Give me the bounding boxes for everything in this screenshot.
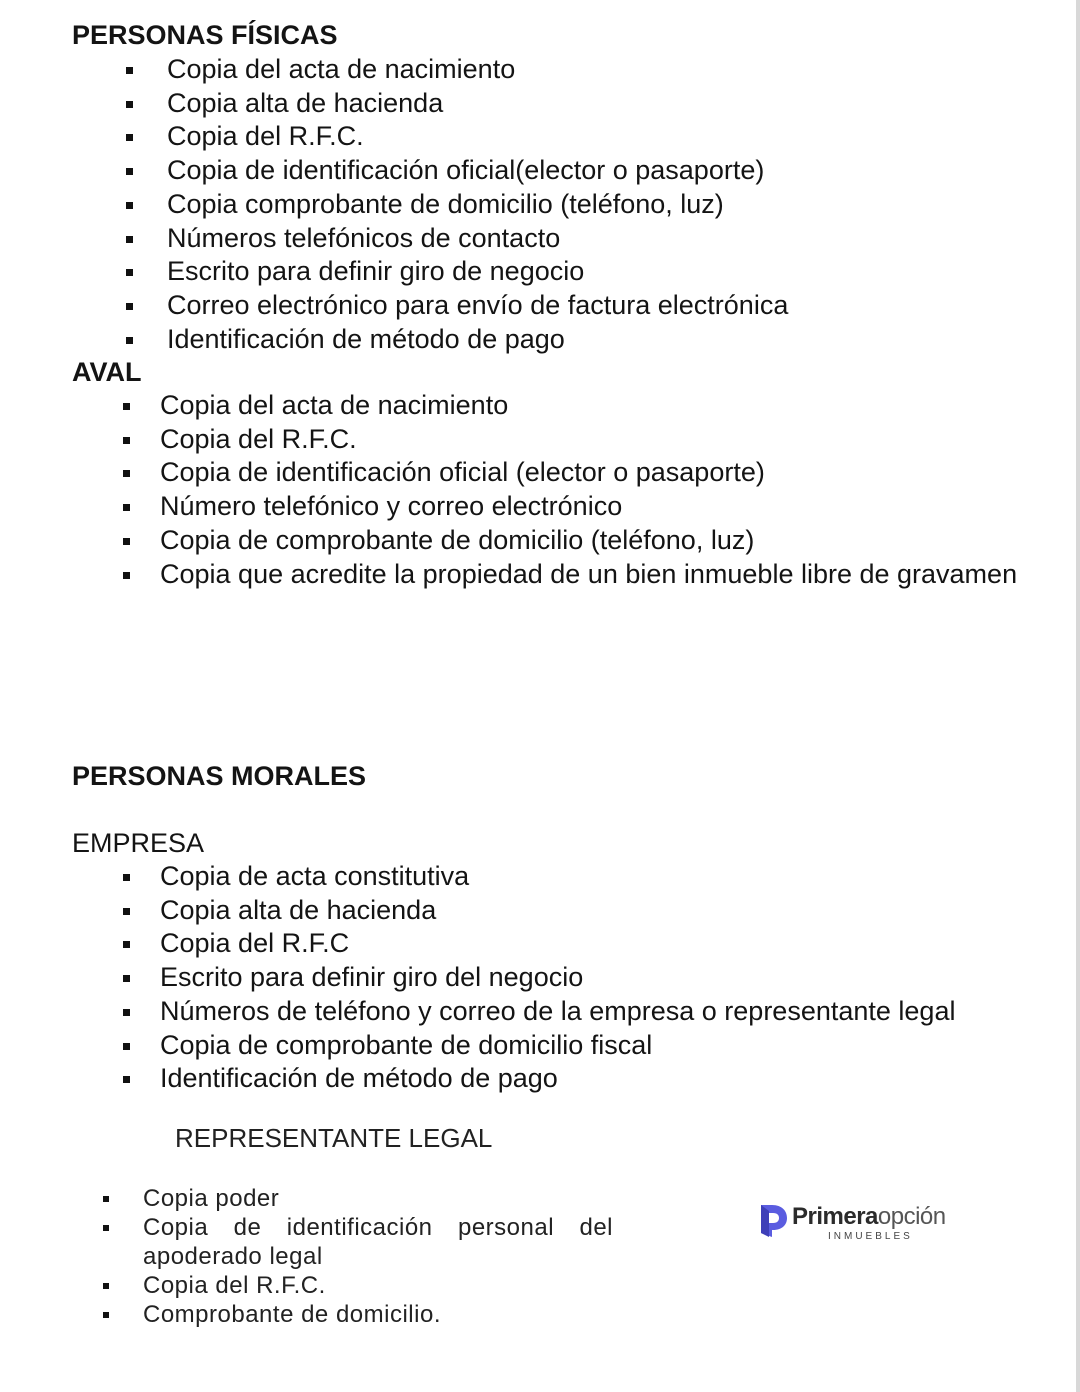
list-item: Copia del acta de nacimiento: [167, 53, 788, 87]
list-item: Números telefónicos de contacto: [167, 222, 788, 256]
logo-brand: [792, 1203, 946, 1231]
list-item: Copia poder: [143, 1184, 613, 1213]
list-item: Copia del R.F.C: [160, 927, 955, 961]
list-item: Copia alta de hacienda: [160, 894, 955, 928]
heading-empresa: EMPRESA: [72, 828, 205, 858]
list-aval: [160, 389, 1017, 591]
list-item: Copia del R.F.C.: [167, 120, 788, 154]
logo-brand-bold: Primera: [792, 1203, 878, 1230]
logo-tagline: INMUEBLES: [828, 1231, 913, 1242]
list-item: Copia de acta constitutiva: [160, 860, 955, 894]
list-item: Copia de identificación personal del: [143, 1214, 613, 1241]
list-item-continuation-text: apoderado legal: [143, 1243, 323, 1270]
list-item: Copia alta de hacienda: [167, 87, 788, 121]
list-item: Copia del R.F.C.: [160, 423, 1017, 457]
list-item: Identificación de método de pago: [160, 1062, 955, 1096]
logo-brand-light: opción: [877, 1203, 946, 1230]
heading-representante-legal: REPRESENTANTE LEGAL: [175, 1123, 493, 1153]
logo-p-icon: [758, 1203, 788, 1239]
list-item: Copia de identificación oficial(elector o pasaporte): [167, 154, 788, 188]
list-item: Números de teléfono y correo de la empresa o representante legal: [160, 995, 955, 1029]
list-item: Copia comprobante de domicilio (teléfono, luz): [167, 188, 788, 222]
heading-aval: AVAL: [72, 357, 142, 387]
list-personas-fisicas: [167, 53, 788, 356]
list-item: Identificación de método de pago: [167, 323, 788, 357]
list-item: Número telefónico y correo electrónico: [160, 490, 1017, 524]
page-edge: [1076, 0, 1080, 1392]
list-item: Copia del acta de nacimiento: [160, 389, 1017, 423]
heading-personas-fisicas: PERSONAS FÍSICAS: [72, 20, 338, 50]
list-item: Copia que acredite la propiedad de un bien inmueble libre de gravamen: [160, 558, 1017, 592]
list-item: Copia de comprobante de domicilio (teléfono, luz): [160, 524, 1017, 558]
list-item: Escrito para definir giro del negocio: [160, 961, 955, 995]
list-item: Comprobante de domicilio.: [143, 1300, 613, 1329]
primera-opcion-logo: [758, 1203, 946, 1243]
list-item-continuation: [143, 1242, 613, 1271]
list-item: Copia de comprobante de domicilio fiscal: [160, 1029, 955, 1063]
list-item: Copia del R.F.C.: [143, 1271, 613, 1300]
list-item: Copia de identificación oficial (elector o pasaporte): [160, 456, 1017, 490]
list-item: Escrito para definir giro de negocio: [167, 255, 788, 289]
heading-personas-morales: PERSONAS MORALES: [72, 761, 367, 791]
list-item: Correo electrónico para envío de factura electrónica: [167, 289, 788, 323]
list-representante-legal: [143, 1184, 613, 1329]
list-empresa: [160, 860, 955, 1096]
